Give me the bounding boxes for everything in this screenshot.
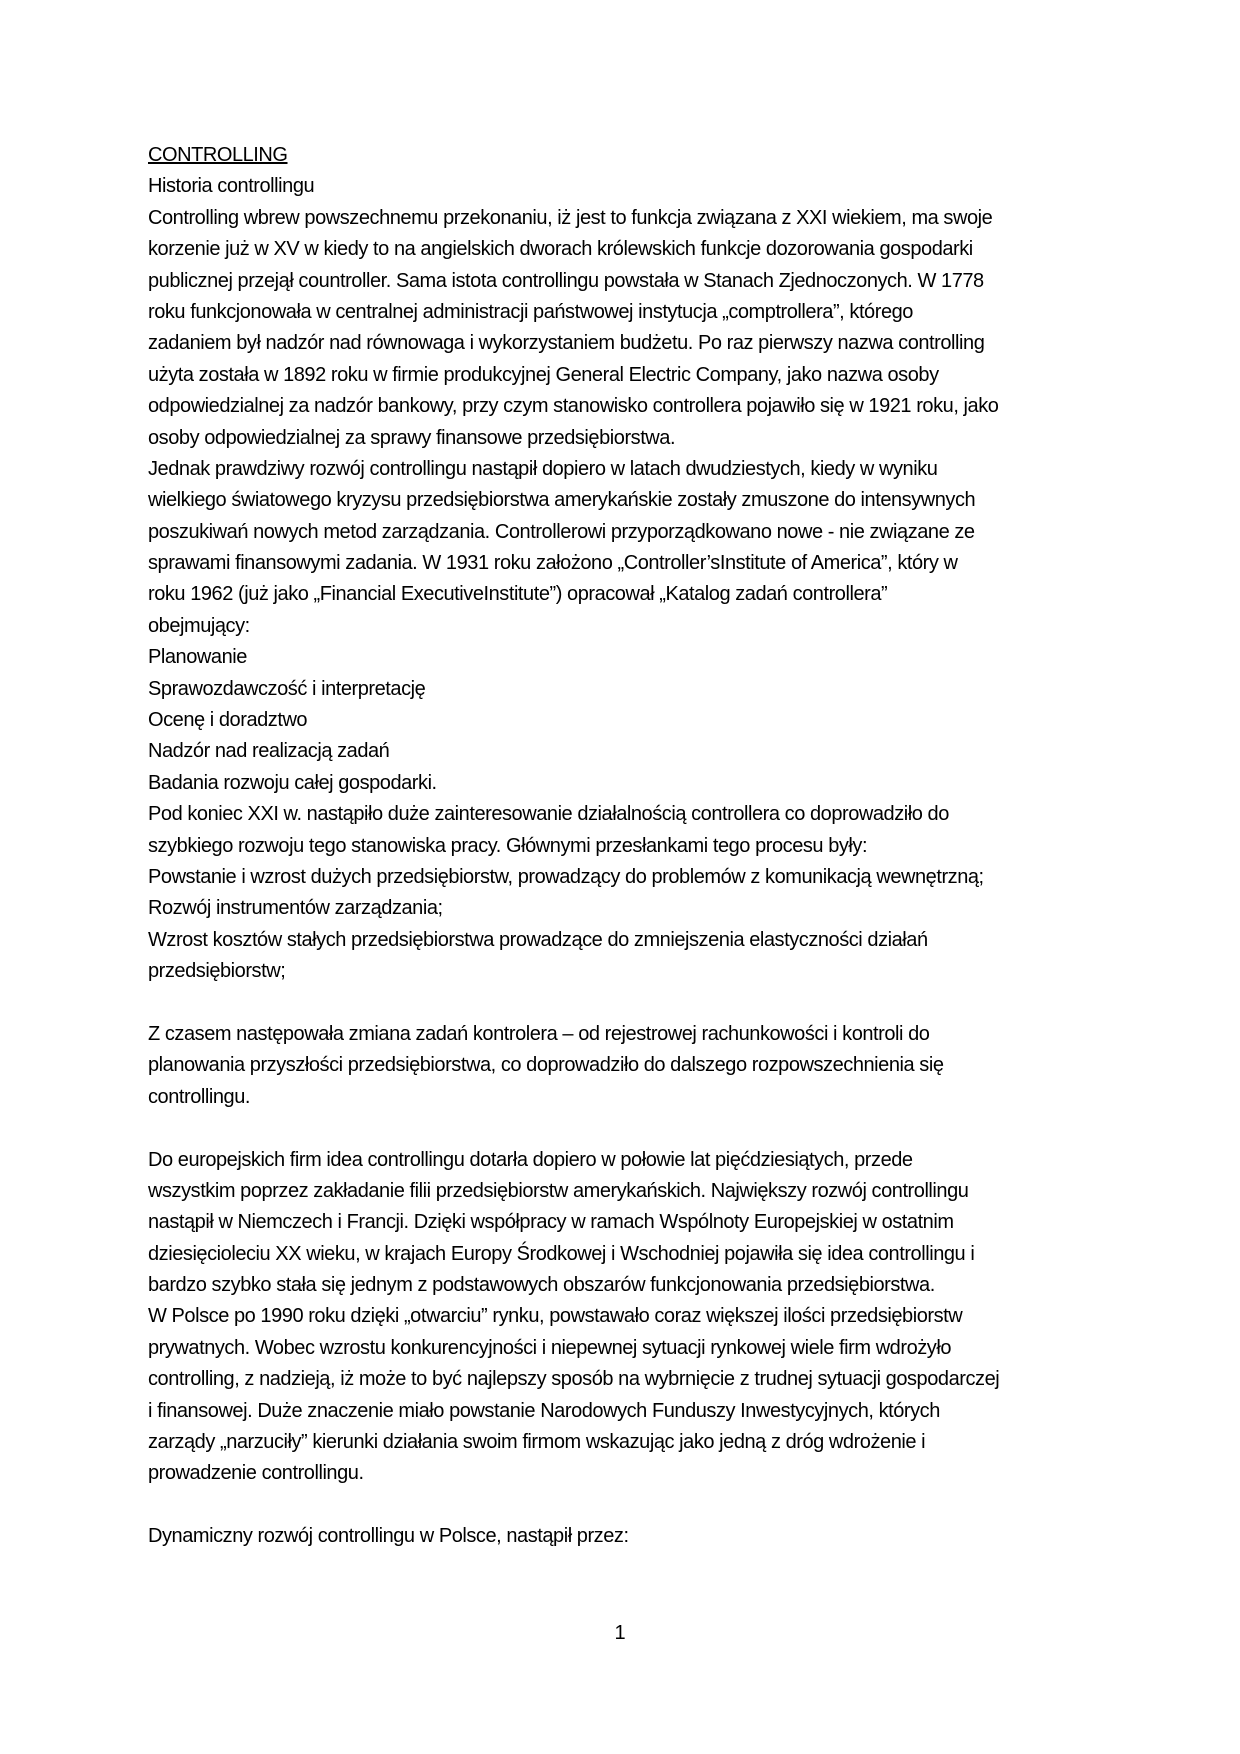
text-line: Ocenę i doradztwo xyxy=(148,709,308,732)
text-line: roku funkcjonowała w centralnej administracji państwowej instytucja „comptrollera”, którego xyxy=(148,300,913,323)
text-line: korzenie już w XV w kiedy to na angielskich dworach królewskich funkcje dozorowania gospodarki xyxy=(148,238,973,261)
text-line: zadaniem był nadzór nad równowaga i wykorzystaniem budżetu. Po raz pierwszy nazwa controlling xyxy=(148,332,985,355)
text-line: sprawami finansowymi zadania. W 1931 roku założono „Controller’sInstitute of America”, który w xyxy=(148,552,958,575)
text-line: publicznej przejął countroller. Sama istota controllingu powstała w Stanach Zjednoczonych. W 1778 xyxy=(148,269,984,292)
text-line: i finansowej. Duże znaczenie miało powstanie Narodowych Funduszy Inwestycyjnych, których xyxy=(148,1399,940,1422)
text-line: Pod koniec XXI w. nastąpiło duże zainteresowanie działalnością controllera co doprowadziło do xyxy=(148,803,949,826)
text-line: Planowanie xyxy=(148,646,247,669)
text-line: Nadzór nad realizacją zadań xyxy=(148,740,390,763)
text-line: bardzo szybko stała się jednym z podstawowych obszarów funkcjonowania przedsiębiorstwa. xyxy=(148,1274,935,1297)
text-line: Do europejskich firm idea controllingu dotarła dopiero w połowie lat pięćdziesiątych, przede xyxy=(148,1148,913,1171)
text-line: wszystkim poprzez zakładanie filii przedsiębiorstw amerykańskich. Największy rozwój controllingu xyxy=(148,1179,969,1202)
text-line: poszukiwań nowych metod zarządzania. Controllerowi przyporządkowano nowe - nie związane ze xyxy=(148,520,975,543)
text-line: przedsiębiorstw; xyxy=(148,960,286,983)
text-line: wielkiego światowego kryzysu przedsiębiorstwa amerykańskie zostały zmuszone do intensywnych xyxy=(148,489,976,512)
text-line: obejmujący: xyxy=(148,614,250,637)
text-line: controllingu. xyxy=(148,1085,250,1108)
text-line: roku 1962 (już jako „Financial ExecutiveInstitute”) opracował „Katalog zadań controllera” xyxy=(148,583,888,606)
blank-line xyxy=(148,1490,1108,1521)
text-line: Wzrost kosztów stałych przedsiębiorstwa prowadzące do zmniejszenia elastyczności działań xyxy=(148,928,928,951)
text-line: prywatnych. Wobec wzrostu konkurencyjności i niepewnej sytuacji rynkowej wiele firm wdrożyło xyxy=(148,1336,952,1359)
text-line: Powstanie i wzrost dużych przedsiębiorstw, prowadzący do problemów z komunikacją wewnętrzną; xyxy=(148,865,984,888)
blank-line xyxy=(148,988,1108,1019)
text-line: odpowiedzialnej za nadzór bankowy, przy czym stanowisko controllera pojawiło się w 1921 roku, jako xyxy=(148,395,999,418)
text-line: W Polsce po 1990 roku dzięki „otwarciu” rynku, powstawało coraz większej ilości przedsiębiorstw xyxy=(148,1305,963,1328)
text-line: Controlling wbrew powszechnemu przekonaniu, iż jest to funkcja związana z XXI wiekiem, ma swoje xyxy=(148,206,993,229)
text-line: prowadzenie controllingu. xyxy=(148,1462,364,1485)
text-line: nastąpił w Niemczech i Francji. Dzięki współpracy w ramach Wspólnoty Europejskiej w ostatnim xyxy=(148,1211,954,1234)
text-line: planowania przyszłości przedsiębiorstwa, co doprowadziło do dalszego rozpowszechnienia się xyxy=(148,1054,944,1077)
section-heading: Historia controllingu xyxy=(148,175,315,198)
document-page xyxy=(148,140,1108,1553)
text-line: zarządy „narzuciły” kierunki działania swoim firmom wskazując jako jedną z dróg wdrożenie i xyxy=(148,1431,926,1454)
text-line: Sprawozdawczość i interpretację xyxy=(148,677,426,700)
blank-line xyxy=(148,1113,1108,1144)
text-line: Jednak prawdziwy rozwój controllingu nastąpił dopiero w latach dwudziestych, kiedy w wyniku xyxy=(148,457,938,480)
text-line: szybkiego rozwoju tego stanowiska pracy. Głównymi przesłankami tego procesu były: xyxy=(148,834,868,857)
text-line: Rozwój instrumentów zarządzania; xyxy=(148,897,443,920)
text-line: osoby odpowiedzialnej za sprawy finansowe przedsiębiorstwa. xyxy=(148,426,676,449)
page-number: 1 xyxy=(614,1622,626,1644)
text-line: dziesięcioleciu XX wieku, w krajach Europy Środkowej i Wschodniej pojawiła się idea controllingu i xyxy=(148,1242,975,1265)
document-title: CONTROLLING xyxy=(148,144,288,166)
text-line: controlling, z nadzieją, iż może to być najlepszy sposób na wybrnięcie z trudnej sytuacji gospodarczej xyxy=(148,1368,1000,1391)
document-body xyxy=(148,203,1108,1553)
text-line: Badania rozwoju całej gospodarki. xyxy=(148,771,437,794)
text-line: Dynamiczny rozwój controllingu w Polsce, nastąpił przez: xyxy=(148,1525,629,1548)
text-line: użyta została w 1892 roku w firmie produkcyjnej General Electric Company, jako nazwa osoby xyxy=(148,363,939,386)
text-line: Z czasem następowała zmiana zadań kontrolera – od rejestrowej rachunkowości i kontroli do xyxy=(148,1022,930,1045)
